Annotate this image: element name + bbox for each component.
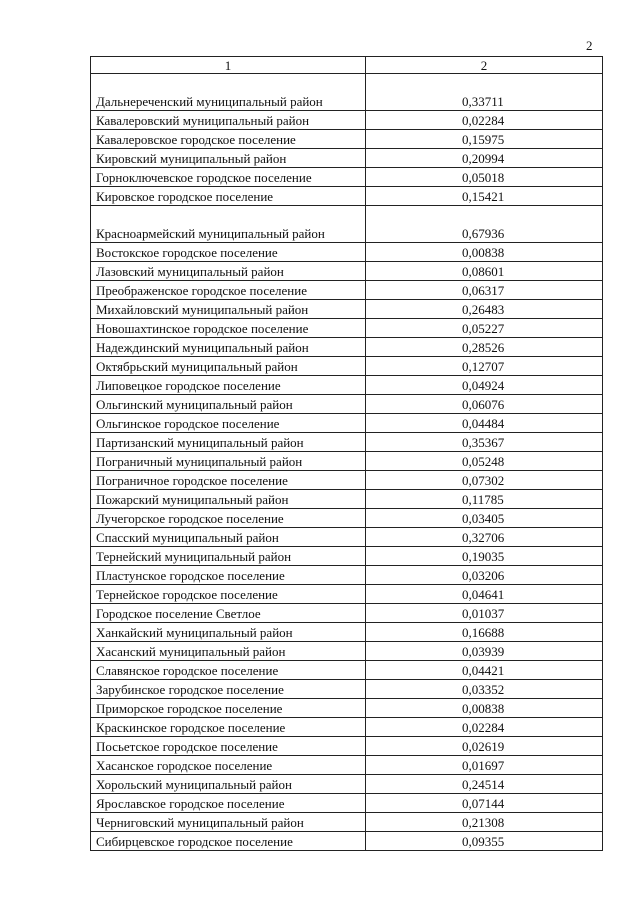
table-body <box>91 74 603 851</box>
municipality-name-cell: Липовецкое городское поселение <box>91 376 366 395</box>
table-row <box>91 794 603 813</box>
coefficient-value-cell: 0,12707 <box>366 357 603 376</box>
table-row <box>91 604 603 623</box>
coefficient-value-cell: 0,01697 <box>366 756 603 775</box>
coefficient-value-cell: 0,06317 <box>366 281 603 300</box>
municipality-name-cell: Кавалеровское городское поселение <box>91 130 366 149</box>
coefficient-value-cell: 0,06076 <box>366 395 603 414</box>
column-header-1: 1 <box>91 57 366 74</box>
coefficient-value-cell: 0,05248 <box>366 452 603 471</box>
table-row <box>91 642 603 661</box>
municipality-name-cell: Горноключевское городское поселение <box>91 168 366 187</box>
coefficient-value-cell: 0,09355 <box>366 832 603 851</box>
municipality-name-cell: Пограничное городское поселение <box>91 471 366 490</box>
coefficient-value-cell: 0,15975 <box>366 130 603 149</box>
municipality-name-cell: Партизанский муниципальный район <box>91 433 366 452</box>
coefficient-value-cell: 0,03352 <box>366 680 603 699</box>
municipality-name-cell: Спасский муниципальный район <box>91 528 366 547</box>
coefficient-value-cell: 0,16688 <box>366 623 603 642</box>
municipality-name-cell: Кировский муниципальный район <box>91 149 366 168</box>
municipality-name-cell: Октябрьский муниципальный район <box>91 357 366 376</box>
municipality-name-cell: Надеждинский муниципальный район <box>91 338 366 357</box>
coefficient-value-cell: 0,26483 <box>366 300 603 319</box>
coefficient-value-cell: 0,67936 <box>366 206 603 243</box>
municipality-name-cell: Зарубинское городское поселение <box>91 680 366 699</box>
municipality-name-cell: Михайловский муниципальный район <box>91 300 366 319</box>
municipality-name-cell: Тернейское городское поселение <box>91 585 366 604</box>
municipality-name-cell: Пластунское городское поселение <box>91 566 366 585</box>
coefficient-value-cell: 0,03405 <box>366 509 603 528</box>
coefficient-value-cell: 0,33711 <box>366 74 603 111</box>
table-row <box>91 149 603 168</box>
municipality-name-cell: Пограничный муниципальный район <box>91 452 366 471</box>
coefficient-value-cell: 0,35367 <box>366 433 603 452</box>
coefficient-value-cell: 0,03939 <box>366 642 603 661</box>
coefficient-value-cell: 0,15421 <box>366 187 603 206</box>
table-row <box>91 414 603 433</box>
coefficient-value-cell: 0,00838 <box>366 243 603 262</box>
table-row <box>91 433 603 452</box>
coefficient-value-cell: 0,02284 <box>366 111 603 130</box>
municipality-name-cell: Хасанское городское поселение <box>91 756 366 775</box>
table-row <box>91 528 603 547</box>
table-row <box>91 187 603 206</box>
table-row <box>91 832 603 851</box>
table-row <box>91 813 603 832</box>
municipality-name-cell: Преображенское городское поселение <box>91 281 366 300</box>
table-row <box>91 756 603 775</box>
municipality-name-cell: Лучегорское городское поселение <box>91 509 366 528</box>
coefficient-value-cell: 0,32706 <box>366 528 603 547</box>
table-row <box>91 206 603 243</box>
coefficient-value-cell: 0,04421 <box>366 661 603 680</box>
coefficient-value-cell: 0,04641 <box>366 585 603 604</box>
table-row <box>91 281 603 300</box>
coefficient-value-cell: 0,19035 <box>366 547 603 566</box>
municipality-name-cell: Хасанский муниципальный район <box>91 642 366 661</box>
municipality-name-cell: Востокское городское поселение <box>91 243 366 262</box>
municipality-name-cell: Кавалеровский муниципальный район <box>91 111 366 130</box>
table-row <box>91 699 603 718</box>
coefficient-value-cell: 0,07144 <box>366 794 603 813</box>
coefficient-value-cell: 0,11785 <box>366 490 603 509</box>
coefficient-value-cell: 0,03206 <box>366 566 603 585</box>
municipality-name-cell: Городское поселение Светлое <box>91 604 366 623</box>
municipality-name-cell: Тернейский муниципальный район <box>91 547 366 566</box>
municipality-name-cell: Ханкайский муниципальный район <box>91 623 366 642</box>
coefficient-value-cell: 0,20994 <box>366 149 603 168</box>
table-row <box>91 737 603 756</box>
table-row <box>91 566 603 585</box>
municipality-name-cell: Красноармейский муниципальный район <box>91 206 366 243</box>
coefficient-value-cell: 0,28526 <box>366 338 603 357</box>
municipality-name-cell: Черниговский муниципальный район <box>91 813 366 832</box>
coefficient-value-cell: 0,08601 <box>366 262 603 281</box>
table-row <box>91 338 603 357</box>
table-row <box>91 547 603 566</box>
table-row <box>91 471 603 490</box>
table-row <box>91 130 603 149</box>
coefficient-value-cell: 0,04924 <box>366 376 603 395</box>
coefficient-value-cell: 0,00838 <box>366 699 603 718</box>
coefficient-value-cell: 0,05227 <box>366 319 603 338</box>
coefficient-value-cell: 0,02284 <box>366 718 603 737</box>
municipality-name-cell: Хорольский муниципальный район <box>91 775 366 794</box>
coefficient-value-cell: 0,02619 <box>366 737 603 756</box>
table-row <box>91 661 603 680</box>
table-row <box>91 452 603 471</box>
municipality-name-cell: Краскинское городское поселение <box>91 718 366 737</box>
table-header-row <box>91 57 603 74</box>
coefficient-value-cell: 0,05018 <box>366 168 603 187</box>
municipality-name-cell: Кировское городское поселение <box>91 187 366 206</box>
table-row <box>91 376 603 395</box>
municipality-name-cell: Сибирцевское городское поселение <box>91 832 366 851</box>
table-row <box>91 300 603 319</box>
municipality-name-cell: Лазовский муниципальный район <box>91 262 366 281</box>
municipality-name-cell: Ярославское городское поселение <box>91 794 366 813</box>
table-row <box>91 775 603 794</box>
municipality-name-cell: Посьетское городское поселение <box>91 737 366 756</box>
table-row <box>91 168 603 187</box>
municipality-name-cell: Новошахтинское городское поселение <box>91 319 366 338</box>
municipality-name-cell: Пожарский муниципальный район <box>91 490 366 509</box>
coefficient-value-cell: 0,07302 <box>366 471 603 490</box>
table-row <box>91 680 603 699</box>
distribution-table <box>90 56 603 851</box>
municipality-name-cell: Приморское городское поселение <box>91 699 366 718</box>
coefficient-value-cell: 0,24514 <box>366 775 603 794</box>
municipality-name-cell: Ольгинское городское поселение <box>91 414 366 433</box>
coefficient-value-cell: 0,21308 <box>366 813 603 832</box>
municipality-name-cell: Славянское городское поселение <box>91 661 366 680</box>
table-row <box>91 623 603 642</box>
page-number: 2 <box>586 38 593 53</box>
table-row <box>91 490 603 509</box>
table-row <box>91 395 603 414</box>
table-row <box>91 243 603 262</box>
table-row <box>91 319 603 338</box>
coefficient-value-cell: 0,01037 <box>366 604 603 623</box>
municipality-name-cell: Дальнереченский муниципальный район <box>91 74 366 111</box>
table-row <box>91 74 603 111</box>
table-row <box>91 357 603 376</box>
table-row <box>91 262 603 281</box>
column-header-2: 2 <box>366 57 603 74</box>
table-row <box>91 585 603 604</box>
table-row <box>91 509 603 528</box>
table-row <box>91 718 603 737</box>
municipality-name-cell: Ольгинский муниципальный район <box>91 395 366 414</box>
coefficient-value-cell: 0,04484 <box>366 414 603 433</box>
table-row <box>91 111 603 130</box>
